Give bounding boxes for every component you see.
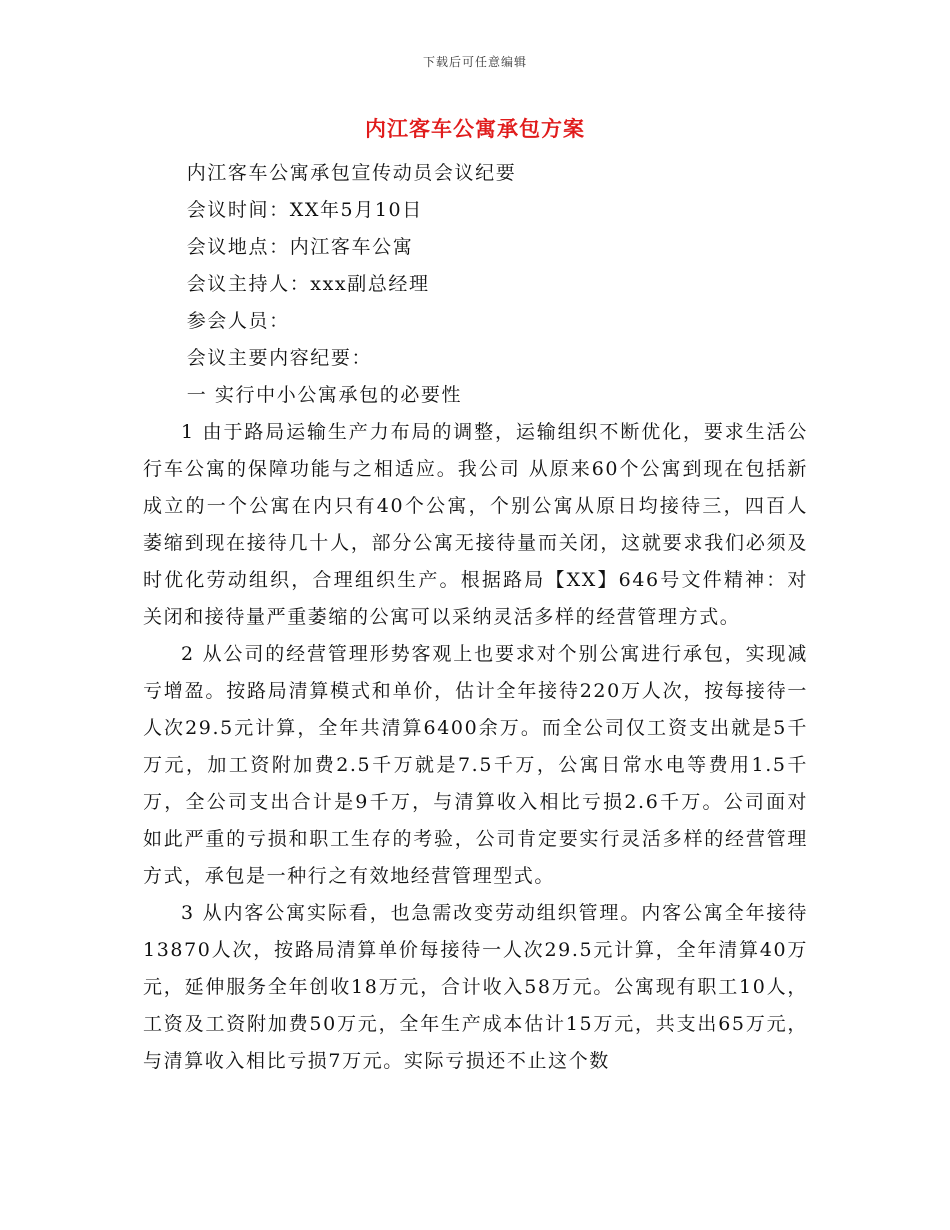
meta-line-host: 会议主持人：xxx副总经理	[186, 273, 430, 295]
meta-line-minutes-title: 内江客车公寓承包宣传动员会议纪要	[186, 162, 517, 184]
header-note: 下载后可任意编辑	[422, 55, 527, 69]
paragraph-1: 1 由于路局运输生产力布局的调整，运输组织不断优化，要求生活公行车公寓的保障功能与之相适应。我公司 从原来60个公寓到现在包括新成立的一个公寓在内只有40个公寓，个别公寓从原日均接待三，四百人萎缩到现在接待几十人，部分公寓无接待量而关闭，这就要求我们必须及时优化劳动组织，合理组织生产。根据路局【XX】646号文件精神：对关闭和接待量严重萎缩的公寓可以采纳灵活多样的经营管理方式。	[143, 421, 808, 628]
section-heading-1: 一 实行中小公寓承包的必要性	[186, 384, 463, 406]
meta-line-meeting-place: 会议地点：内江客车公寓	[186, 236, 414, 258]
document-title: 内江客车公寓承包方案	[365, 116, 585, 141]
document-body	[143, 155, 808, 1080]
paragraph-2: 2 从公司的经营管理形势客观上也要求对个别公寓进行承包，实现减亏增盈。按路局清算模式和单价，估计全年接待220万人次，按每接待一人次29.5元计算，全年共清算6400余万。而全公司仅工资支出就是5千万元，加工资附加费2.5千万就是7.5千万，公寓日常水电等费用1.5千万，全公司支出合计是9千万，与清算收入相比亏损2.6千万。公司面对如此严重的亏损和职工生存的考验，公司肯定要实行灵活多样的经营管理方式，承包是一种行之有效地经营管理型式。	[143, 643, 808, 887]
paragraph-3: 3 从内客公寓实际看，也急需改变劳动组织管理。内客公寓全年接待13870人次，按路局清算单价每接待一人次29.5元计算，全年清算40万元，延伸服务全年创收18万元，合计收入58万元。公寓现有职工10人，工资及工资附加费50万元，全年生产成本估计15万元，共支出65万元，与清算收入相比亏损7万元。实际亏损还不止这个数	[143, 902, 808, 1072]
meta-line-meeting-time: 会议时间：XX年5月10日	[186, 199, 423, 221]
meta-line-attendees: 参会人员：	[186, 310, 290, 332]
meta-line-summary-heading: 会议主要内容纪要：	[186, 347, 373, 369]
